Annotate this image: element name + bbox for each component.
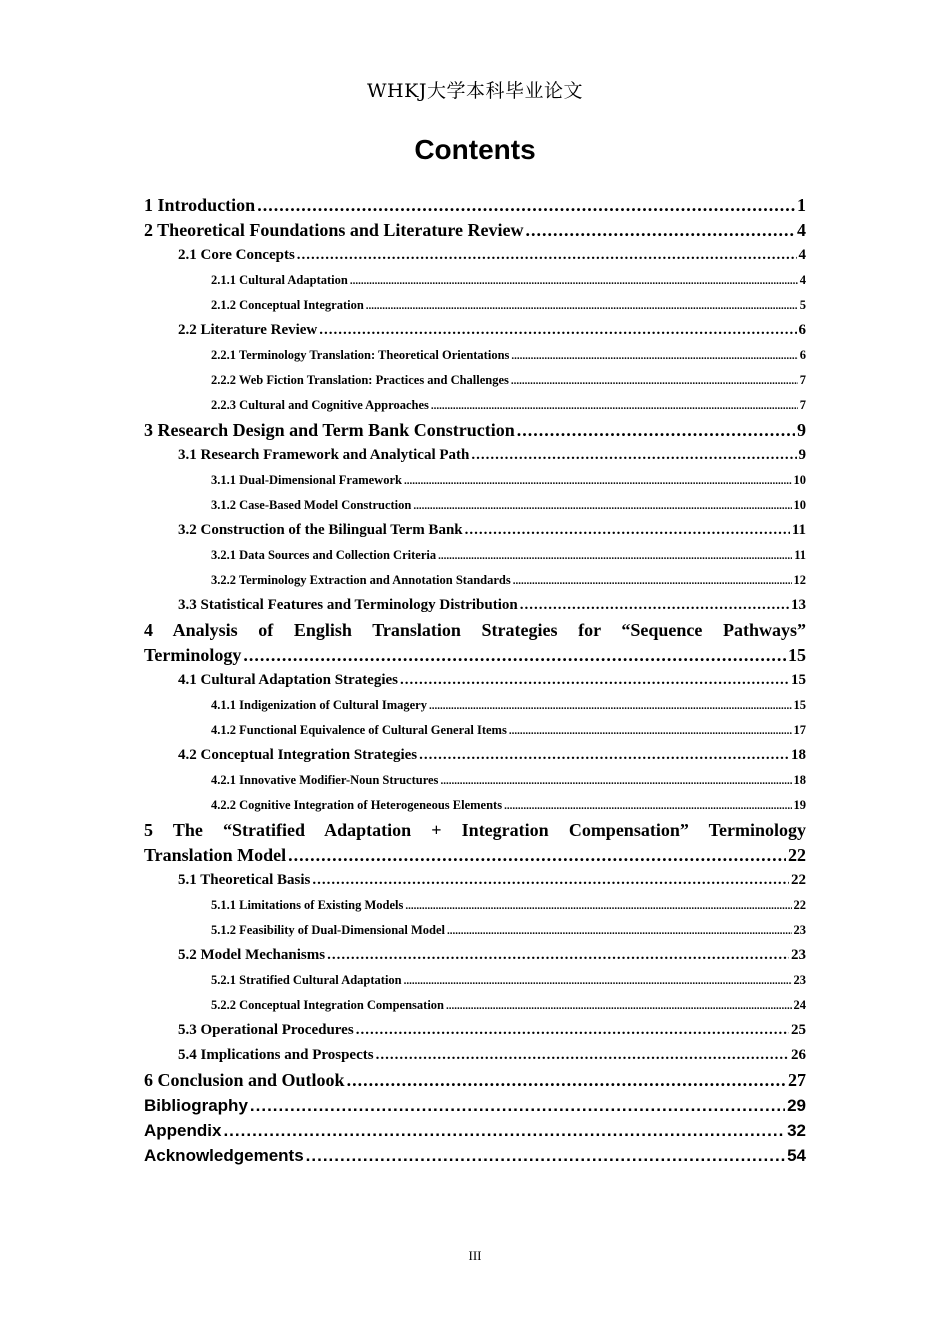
toc-entry[interactable] [144, 793, 806, 818]
toc-entry[interactable] [144, 1043, 806, 1068]
toc-entry-page: 23 [793, 923, 806, 937]
leader-dots [356, 1018, 789, 1043]
toc-entry-label: 4.2 Conceptual Integration Strategies [178, 747, 418, 763]
page-header: WHKJ大学本科毕业论文 [367, 80, 583, 102]
toc-entry-page: 22 [793, 898, 806, 912]
toc-entry[interactable] [144, 743, 806, 768]
toc-entry[interactable] [144, 768, 806, 793]
toc-entry-page: 4 [798, 247, 806, 263]
toc-entry[interactable] [144, 343, 806, 368]
toc-entry[interactable] [144, 393, 806, 418]
leader-dots [517, 418, 795, 443]
toc-entry[interactable] [144, 593, 806, 618]
toc-entry-page: 26 [791, 1047, 806, 1063]
toc-entry-label: 4.1.1 Indigenization of Cultural Imagery [211, 698, 427, 712]
toc-entry-page: 23 [793, 973, 806, 987]
toc-entry-page: 5 [799, 298, 806, 312]
leader-dots [447, 919, 791, 943]
toc-entry-label: 5.1.2 Feasibility of Dual-Dimensional Model [211, 923, 446, 937]
toc-entry-page: 6 [799, 348, 806, 362]
toc-entry-page: 7 [799, 398, 806, 412]
toc-entry[interactable] [144, 668, 806, 693]
toc-entry[interactable] [144, 818, 806, 868]
toc-entry-label: 3.2.1 Data Sources and Collection Criteria [211, 548, 437, 562]
leader-dots [400, 668, 789, 693]
page-number: III [468, 1248, 482, 1263]
toc-entry-label: 5 The “Stratified Adaptation + Integration Compensation” Terminology [144, 820, 806, 840]
toc-entry-label: 3 Research Design and Term Bank Construction [144, 420, 515, 440]
toc-entry-label: 2.2.3 Cultural and Cognitive Approaches [211, 398, 429, 412]
toc-entry-page: 32 [787, 1121, 806, 1140]
toc-entry-page: 10 [793, 473, 806, 487]
leader-dots [347, 1068, 786, 1093]
toc-entry[interactable] [144, 618, 806, 668]
toc-entry-label: 3.1.1 Dual-Dimensional Framework [211, 473, 402, 487]
toc-entry-page: 22 [788, 845, 806, 865]
toc-entry-page: 27 [788, 1070, 806, 1090]
toc-entry-page: 29 [787, 1096, 806, 1115]
toc-entry-label: 4 Analysis of English Translation Strategies for “Sequence Pathways” [144, 620, 806, 640]
leader-dots [413, 494, 791, 518]
toc-entry-label: 3.2.2 Terminology Extraction and Annotation Standards [211, 573, 511, 587]
toc-entry[interactable] [144, 418, 806, 443]
toc-entry-label: 1 Introduction [144, 195, 256, 215]
leader-dots [366, 294, 798, 318]
leader-dots [438, 544, 792, 568]
leader-dots [465, 518, 790, 543]
leader-dots [376, 1043, 789, 1068]
toc-entry-label: 2 Theoretical Foundations and Literature Review [144, 220, 524, 240]
toc-entry-label: 5.1 Theoretical Basis [178, 872, 311, 888]
toc-entry[interactable] [144, 268, 806, 293]
toc-entry[interactable] [144, 693, 806, 718]
toc-entry-label: 2.2.2 Web Fiction Translation: Practices and Challenges [211, 373, 509, 387]
leader-dots [440, 769, 791, 793]
toc-entry-page: 22 [791, 872, 806, 888]
page-title: Contents [414, 134, 536, 165]
toc-entry[interactable] [144, 868, 806, 893]
toc-entry-page: 4 [799, 273, 806, 287]
toc-entry[interactable] [144, 1143, 806, 1168]
toc-entry[interactable] [144, 193, 806, 218]
toc-entry[interactable] [144, 568, 806, 593]
toc-entry-label: 4.2.2 Cognitive Integration of Heterogeneous Elements [211, 798, 503, 812]
toc-entry[interactable] [144, 1068, 806, 1093]
toc-entry-label: 5.2 Model Mechanisms [178, 947, 326, 963]
leader-dots [319, 318, 796, 343]
toc-entry-label: Appendix [144, 1121, 222, 1140]
toc-entry[interactable] [144, 918, 806, 943]
toc-entry[interactable] [144, 243, 806, 268]
toc-entry[interactable] [144, 1018, 806, 1043]
toc-entry-label: 5.1.1 Limitations of Existing Models [211, 898, 404, 912]
toc-entry-page: 25 [791, 1022, 806, 1038]
leader-dots [419, 743, 789, 768]
toc-entry-label: 4.1 Cultural Adaptation Strategies [178, 672, 399, 688]
toc-entry-page: 11 [791, 522, 806, 538]
toc-entry-label: 2.1 Core Concepts [178, 247, 295, 263]
toc-entry-label-continued: Terminology [144, 645, 242, 665]
toc-entry-label-continued: Translation Model [144, 845, 287, 865]
leader-dots [526, 218, 796, 243]
toc-entry-page: 4 [797, 220, 806, 240]
toc-entry-label: Acknowledgements [144, 1146, 304, 1165]
toc-entry-label: 4.2.1 Innovative Modifier-Noun Structures [211, 773, 439, 787]
toc-entry-label: 5.2.1 Stratified Cultural Adaptation [211, 973, 402, 987]
toc-entry-label: 4.1.2 Functional Equivalence of Cultural General Items [211, 723, 507, 737]
leader-dots [446, 994, 792, 1018]
toc-entry[interactable] [144, 493, 806, 518]
toc-entry[interactable] [144, 993, 806, 1018]
toc-entry-label: 2.2.1 Terminology Translation: Theoretical Orientations [211, 348, 510, 362]
toc-entry-page: 23 [791, 947, 806, 963]
toc-entry-label: 3.1 Research Framework and Analytical Path [178, 447, 470, 463]
toc-entry[interactable] [144, 893, 806, 918]
leader-dots [288, 843, 786, 868]
toc-entry-page: 6 [798, 322, 806, 338]
toc-entry[interactable] [144, 468, 806, 493]
leader-dots [520, 593, 789, 618]
toc-entry[interactable] [144, 968, 806, 993]
toc-entry-page: 12 [793, 573, 806, 587]
toc-entry-page: 1 [797, 195, 806, 215]
toc-entry-label: 5.2.2 Conceptual Integration Compensation [211, 998, 444, 1012]
toc-entry-page: 11 [794, 548, 806, 562]
toc-entry-label: 2.1.2 Conceptual Integration [211, 298, 364, 312]
toc-entry-page: 15 [788, 645, 806, 665]
leader-dots [250, 1093, 785, 1118]
leader-dots [504, 794, 791, 818]
toc-entry-page: 15 [791, 672, 806, 688]
leader-dots [350, 269, 798, 293]
leader-dots [431, 394, 798, 418]
toc-entry-page: 54 [787, 1146, 806, 1165]
table-of-contents [144, 193, 806, 1168]
toc-entry-label: 6 Conclusion and Outlook [144, 1070, 345, 1090]
toc-entry-page: 17 [793, 723, 806, 737]
leader-dots [429, 694, 792, 718]
leader-dots [511, 369, 798, 393]
leader-dots [243, 643, 786, 668]
toc-entry[interactable] [144, 718, 806, 743]
toc-entry[interactable] [144, 318, 806, 343]
toc-entry-label: 5.3 Operational Procedures [178, 1022, 354, 1038]
toc-entry-page: 15 [793, 698, 806, 712]
toc-entry-page: 13 [791, 597, 806, 613]
leader-dots [257, 193, 795, 218]
leader-dots [404, 969, 792, 993]
toc-entry-page: 24 [793, 998, 806, 1012]
toc-entry-page: 10 [793, 498, 806, 512]
leader-dots [223, 1118, 785, 1143]
toc-entry-page: 19 [793, 798, 806, 812]
toc-entry[interactable] [144, 518, 806, 543]
toc-entry[interactable] [144, 943, 806, 968]
leader-dots [312, 868, 789, 893]
leader-dots [471, 443, 796, 468]
toc-entry[interactable] [144, 1118, 806, 1143]
toc-entry[interactable] [144, 293, 806, 318]
leader-dots [404, 469, 792, 493]
leader-dots [405, 894, 791, 918]
toc-entry-label: 2.2 Literature Review [178, 322, 318, 338]
leader-dots [511, 344, 797, 368]
toc-entry-page: 18 [793, 773, 806, 787]
toc-entry-page: 9 [798, 447, 806, 463]
leader-dots [306, 1143, 785, 1168]
toc-entry[interactable] [144, 443, 806, 468]
toc-entry-page: 18 [791, 747, 806, 763]
toc-entry[interactable] [144, 218, 806, 243]
leader-dots [513, 569, 792, 593]
toc-entry-label: 2.1.1 Cultural Adaptation [211, 273, 348, 287]
toc-entry-page: 7 [799, 373, 806, 387]
toc-entry-label: 5.4 Implications and Prospects [178, 1047, 374, 1063]
toc-entry-page: 9 [797, 420, 806, 440]
leader-dots [509, 719, 792, 743]
toc-entry[interactable] [144, 543, 806, 568]
toc-entry[interactable] [144, 1093, 806, 1118]
toc-entry-label: 3.3 Statistical Features and Terminology Distribution [178, 597, 518, 613]
leader-dots [297, 243, 797, 268]
toc-entry-label: 3.1.2 Case-Based Model Construction [211, 498, 412, 512]
toc-entry-label: Bibliography [144, 1096, 248, 1115]
toc-entry[interactable] [144, 368, 806, 393]
toc-entry-label: 3.2 Construction of the Bilingual Term Bank [178, 522, 463, 538]
leader-dots [327, 943, 789, 968]
